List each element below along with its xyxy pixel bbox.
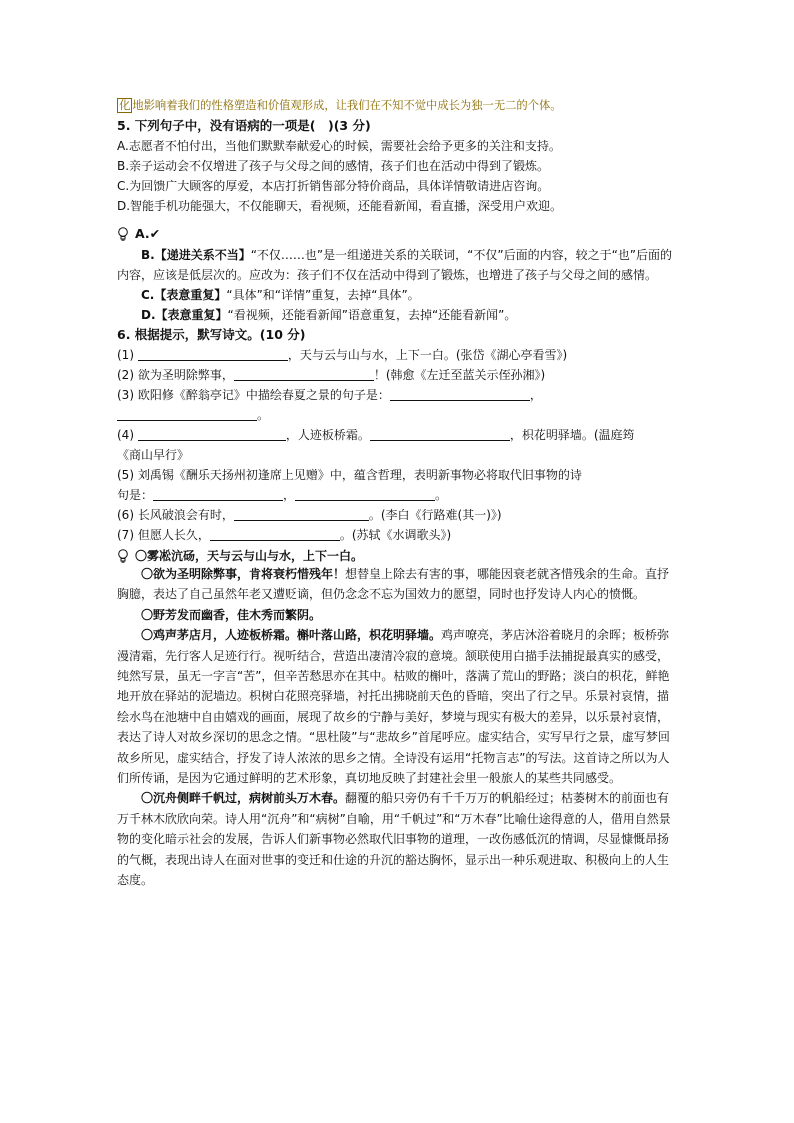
q5-expl-b-text: “不仅……也”是一组递进关系的关联词，“不仅”后面的内容，较之于“也”后面的内容，应该是低层次的。应改为：孩子们不仅在活动中得到了锻炼，也增进了孩子与父母之间的感情。 xyxy=(117,248,673,282)
q5-expl-d-tag: D.【表意重复】 xyxy=(141,308,228,322)
q6-item-1 xyxy=(117,345,679,365)
q6-item-2-text: (2) 欲为圣明除弊事， xyxy=(117,368,234,382)
lightbulb-icon xyxy=(117,227,129,241)
q6-item-1-num: (1) xyxy=(117,348,134,362)
q6-item-3-period: 。 xyxy=(257,408,270,422)
q6-item-2-source: ！(韩愈《左迁至蓝关示侄孙湘》) xyxy=(373,368,546,382)
q5-expl-c-tag: C.【表意重复】 xyxy=(141,288,227,302)
answer-blank[interactable] xyxy=(138,426,286,441)
intro-text: 地影响着我们的性格塑造和价值观形成，让我们在不知不觉中成长为独一无二的个体。 xyxy=(132,99,562,112)
q6-item-5-period: 。 xyxy=(435,488,448,502)
q6-item-3-cont xyxy=(117,405,679,425)
q6-answer-4-poem: 〇鸡声茅店月，人迹板桥霜。槲叶落山路，枳花明驿墙。 xyxy=(141,628,442,643)
q6-answer-5 xyxy=(117,788,679,890)
q6-answer-4 xyxy=(117,625,679,788)
q6-answer-3-poem: 〇野芳发而幽香，佳木秀而繁阴。 xyxy=(141,607,322,622)
q6-item-2 xyxy=(117,365,679,385)
q6-item-5-cont xyxy=(117,485,679,505)
q5-answer-text: A.✔ xyxy=(135,226,161,241)
q6-item-6-source: 。(李白《行路难(其一)》) xyxy=(368,508,502,522)
q6-item-7 xyxy=(117,525,679,545)
q6-item-4-text2: ，枳花明驿墙。(温庭筠 xyxy=(509,428,635,442)
q5-expl-c-text: “具体”和“详情”重复，去掉“具体”。 xyxy=(226,288,420,302)
q6-item-5-label: 句是： xyxy=(117,488,154,502)
answer-blank[interactable] xyxy=(210,526,340,541)
q6-answer-5-text: 翻覆的船只旁仍有千千万万的帆船经过；枯萎树木的前面也有万千林木欣欣向荣。诗人用“沉舟”和“病树”自喻，用“千帆过”和“万木春”比喻仕途得意的人，借用自然景物的变化暗示社会的发展，告诉人们新事物必然取代旧事物的道理，一改伤感低沉的情调，尽显慷慨昂扬的气概，表现出诗人在面对世事的变迁和仕途的升沉的豁达胸怀，显示出一种乐观进取、积极向上的人生态度。 xyxy=(117,791,671,888)
q5-option-a: A.志愿者不怕付出，当他们默默奉献爱心的时候，需要社会给予更多的关注和支持。 xyxy=(117,139,561,153)
q6-item-7-source: 。(苏轼《水调歌头》) xyxy=(339,528,452,542)
document-page xyxy=(117,96,679,891)
q5-expl-b xyxy=(117,245,679,285)
q5-option-d: D.智能手机功能强大，不仅能聊天，看视频，还能看新闻，看直播，深受用户欢迎。 xyxy=(117,199,563,213)
q6-item-5: (5) 刘禹锡《酬乐天扬州初逢席上见赠》中，蕴含哲理，表明新事物必将取代旧事物的诗 xyxy=(117,468,582,482)
q5-expl-d xyxy=(117,305,679,325)
answer-blank[interactable] xyxy=(370,426,510,441)
q6-item-6 xyxy=(117,505,679,525)
q5-expl-b-tag: B.【递进关系不当】 xyxy=(141,248,251,262)
q6-item-7-text: (7) 但愿人长久， xyxy=(117,528,210,542)
answer-blank[interactable] xyxy=(153,486,283,501)
answer-blank[interactable] xyxy=(117,406,257,421)
q5-expl-d-text: “看视频，还能看新闻”语意重复，去掉“还能看新闻”。 xyxy=(227,308,517,322)
q6-answer-2-text: 想替皇上除去有害的事，哪能因衰老就吝惜残余的生命。直抒胸臆，表达了自己虽然年老又遭贬谪，但仍念念不忘为国效力的愿望，同时也抒发诗人内心的愤慨。 xyxy=(117,567,670,602)
answer-blank[interactable] xyxy=(234,366,374,381)
q6-item-3-comma: ， xyxy=(529,388,542,402)
intro-line xyxy=(117,96,679,116)
q6-item-6-text: (6) 长风破浪会有时， xyxy=(117,508,234,522)
boxed-char: 化 xyxy=(119,99,131,112)
lightbulb-icon xyxy=(117,549,129,563)
q6-answer-3 xyxy=(117,605,679,625)
q5-option-b: B.亲子运动会不仅增进了孩子与父母之间的感情，孩子们也在活动中得到了锻炼。 xyxy=(117,159,550,173)
q6-answer-1 xyxy=(117,547,679,564)
q6-item-4-num: (4) xyxy=(117,428,134,442)
answer-blank[interactable] xyxy=(138,346,288,361)
q6-item-4-text: ，人迹板桥霜。 xyxy=(285,428,370,442)
q6-item-3-text: (3) 欧阳修《醉翁亭记》中描绘春夏之景的句子是： xyxy=(117,388,390,402)
q5-option-c: C.为回馈广大顾客的厚爱，本店打折销售部分特价商品，具体详情敬请进店咨询。 xyxy=(117,179,550,193)
q6-item-4 xyxy=(117,425,679,445)
q6-item-4-cont: 《商山早行》 xyxy=(117,448,190,462)
q6-answer-2 xyxy=(117,564,679,605)
q6-item-5-comma: ， xyxy=(283,488,296,502)
q6-answer-4-text: 鸡声嘹亮，茅店沐浴着晓月的余晖；板桥弥漫清霜，先行客人足迹行行。视听结合，营造出凄清冷寂的意境。颔联使用白描手法捕捉最真实的感受，纯然写景，虽无一字言“苦”，但辛苦愁思亦在其中。枯败的槲叶，落满了荒山的野路；淡白的枳花，鲜艳地开放在驿站的泥墙边。枳树白花照亮驿墙，衬托出拂晓前天色的昏暗，突出了行之早。乐景衬哀情，描绘水鸟在池塘中自由嬉戏的画面，展现了故乡的宁静与美好，梦境与现实有极大的差异，以乐景衬哀情，表达了诗人对故乡深切的思念之情。“思杜陵”与“悲故乡”首尾呼应。虚实结合，实写早行之景，虚写梦回故乡所见，虚实结合，抒发了诗人浓浓的思乡之情。全诗没有运用“托物言志”的写法。这首诗之所以为人们所传诵，是因为它通过鲜明的艺术形象，真切地反映了封建社会里一般旅人的某些共同感受。 xyxy=(117,628,670,786)
answer-blank[interactable] xyxy=(295,486,435,501)
q6-answer-5-poem: 〇沉舟侧畔千帆过，病树前头万木春。 xyxy=(141,791,346,806)
answer-blank[interactable] xyxy=(234,506,369,521)
q6-item-3 xyxy=(117,385,679,405)
answer-blank[interactable] xyxy=(390,386,530,401)
q6-answer-2-poem: 〇欲为圣明除弊事，肯将衰朽惜残年！ xyxy=(141,567,346,581)
q6-item-1-text: ，天与云与山与水，上下一白。(张岱《湖心亭看雪》) xyxy=(287,348,568,362)
q6-answer-1-text: 〇雾凇沆砀，天与云与山与水，上下一白。 xyxy=(135,549,364,563)
q5-title: 5. 下列句子中，没有语病的一项是( )(3 分) xyxy=(117,118,371,133)
q6-title: 6. 根据提示，默写诗文。(10 分) xyxy=(117,327,306,342)
q5-expl-c xyxy=(117,285,679,305)
q5-answer xyxy=(117,226,679,241)
